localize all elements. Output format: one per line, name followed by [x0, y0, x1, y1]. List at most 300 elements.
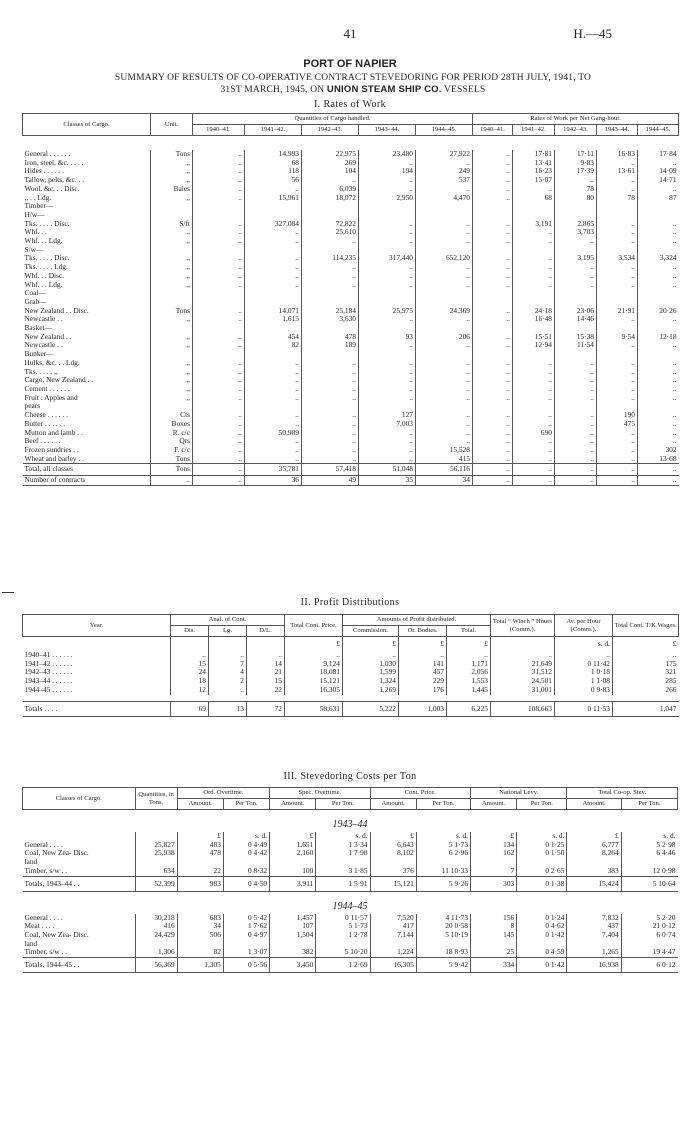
- cell: 6 2·96: [416, 849, 470, 858]
- cell: 690: [513, 429, 555, 438]
- cell: 334: [471, 958, 517, 973]
- cell: [513, 350, 555, 359]
- cell: 17·11: [555, 150, 597, 159]
- cell: [597, 246, 638, 255]
- cell: [416, 298, 473, 307]
- cell: 1,324: [343, 677, 399, 686]
- row-label: 1944–45 . . . . . .: [24, 685, 73, 694]
- cell: Tons: [151, 455, 193, 464]
- cell: 14·71: [638, 176, 679, 185]
- cell: [416, 858, 470, 867]
- cell: 25: [471, 948, 517, 957]
- cell: ..: [193, 446, 245, 455]
- cell: ..: [359, 376, 416, 385]
- cell: ..: [193, 167, 245, 176]
- cell: ..: [193, 368, 245, 377]
- cell: ..: [597, 159, 638, 168]
- cell: 12 0·98: [621, 867, 677, 876]
- cell: 56,369: [135, 958, 177, 973]
- cell: [597, 402, 638, 411]
- table-row: [23, 455, 679, 464]
- cell: ..: [193, 159, 245, 168]
- cell: ,,: [151, 159, 193, 168]
- row-label: Whf. . .: [24, 228, 47, 237]
- cell: 25,610: [302, 228, 359, 237]
- cell: ..: [638, 220, 679, 229]
- table-row: [23, 159, 679, 168]
- cell: 14: [247, 660, 285, 669]
- cell: [473, 402, 513, 411]
- year-heading-1944-45: [23, 891, 678, 914]
- cell: [359, 350, 416, 359]
- cell: 14,993: [245, 150, 302, 159]
- table-row: [23, 394, 679, 403]
- row-label: General . . . .: [24, 913, 63, 922]
- year-label: 1943–44: [332, 819, 368, 830]
- cell: [416, 940, 470, 949]
- cell: 68: [513, 194, 555, 203]
- cell: 0 9·83: [555, 686, 613, 695]
- cell: [151, 324, 193, 333]
- cell: ..: [245, 420, 302, 429]
- cell: ..: [597, 437, 638, 446]
- cell: £: [447, 637, 491, 652]
- cell: [416, 246, 473, 255]
- cell: 229: [399, 677, 447, 686]
- cell: 5 1·73: [416, 841, 470, 850]
- cell: [302, 289, 359, 298]
- spacer-row: [23, 136, 679, 151]
- cell: ..: [193, 228, 245, 237]
- row-label: Bunker—: [24, 350, 54, 359]
- cell: 3,195: [555, 254, 597, 263]
- cell: ..: [555, 411, 597, 420]
- group-spec-overtime: Spec. Overtime.: [270, 788, 370, 799]
- cell: ..: [555, 476, 597, 486]
- cell: ..: [555, 437, 597, 446]
- cell: 1 2·78: [316, 931, 370, 940]
- cell: 6,039: [302, 185, 359, 194]
- cell: ..: [597, 464, 638, 476]
- cell: 1,171: [447, 660, 491, 669]
- table-row: [23, 651, 679, 660]
- cell: S/ft: [151, 220, 193, 229]
- cell: 652,120: [416, 254, 473, 263]
- cell: ..: [193, 333, 245, 342]
- cell: [359, 202, 416, 211]
- cell: [567, 858, 621, 867]
- cell: 3,630: [302, 315, 359, 324]
- cell: ..: [513, 185, 555, 194]
- cell: 6 4·46: [621, 849, 677, 858]
- cell: 22,975: [302, 150, 359, 159]
- row-label: Cement . . . . . .: [24, 384, 70, 393]
- subtitle-line1: SUMMARY OF RESULTS OF CO-OPERATIVE CONTRACT STEVEDORING FOR PERIOD 28TH JULY, 1941, TO: [114, 73, 592, 83]
- cell: Boxes: [151, 420, 193, 429]
- cell: 506: [177, 931, 223, 940]
- cell: 14,071: [245, 307, 302, 316]
- col-classes-of-cargo: Classes of Cargo.: [23, 114, 151, 136]
- cell: 0 2·65: [517, 867, 567, 876]
- cell: 16,305: [285, 686, 343, 695]
- cell: ..: [193, 194, 245, 203]
- cell: ..: [473, 185, 513, 194]
- cell: £: [270, 832, 316, 841]
- cell: [316, 940, 370, 949]
- cell: ..: [359, 341, 416, 350]
- cell: [151, 289, 193, 298]
- cell: ..: [302, 455, 359, 464]
- cell: ..: [555, 455, 597, 464]
- cell: ..: [638, 394, 679, 403]
- row-label: Iron, steel, &c. . . . .: [24, 158, 84, 167]
- table-row: [23, 686, 679, 695]
- cell: 2,950: [359, 194, 416, 203]
- cell: ..: [193, 185, 245, 194]
- cell: 11·54: [555, 341, 597, 350]
- cell: 190: [597, 411, 638, 420]
- cell: [135, 858, 177, 867]
- cell: £: [177, 832, 223, 841]
- cell: ..: [193, 476, 245, 486]
- cell: ..: [597, 176, 638, 185]
- cell: ..: [555, 651, 613, 660]
- cell: [245, 211, 302, 220]
- cell: 1 7·62: [223, 922, 269, 931]
- row-label: Beef . . . . . .: [24, 437, 61, 446]
- cell: ,,: [151, 376, 193, 385]
- cell: 266: [613, 686, 679, 695]
- cell: ..: [359, 315, 416, 324]
- table-row: [23, 333, 679, 342]
- cell: ..: [638, 315, 679, 324]
- table-row: [23, 359, 679, 368]
- cell: 100: [270, 867, 316, 876]
- cell: ..: [359, 228, 416, 237]
- cell: ..: [473, 220, 513, 229]
- cell: 6,225: [447, 701, 491, 716]
- cell: 327,084: [245, 220, 302, 229]
- cell: 12·94: [513, 341, 555, 350]
- cell: 22: [177, 867, 223, 876]
- cell: [416, 211, 473, 220]
- cell: ,,: [151, 272, 193, 281]
- row-label: [23, 832, 136, 841]
- table-row: [23, 324, 679, 333]
- table-row: [23, 368, 679, 377]
- cell: ..: [359, 368, 416, 377]
- cell: ..: [597, 185, 638, 194]
- cell: ..: [555, 429, 597, 438]
- cell: 50,989: [245, 429, 302, 438]
- cell: 175: [613, 660, 679, 669]
- row-label: Coal—: [24, 289, 46, 298]
- cell: [473, 324, 513, 333]
- cell: 2,056: [447, 668, 491, 677]
- cell: ..: [302, 446, 359, 455]
- cell: 36: [245, 476, 302, 486]
- cell: 30,218: [135, 914, 177, 923]
- col-year-header: 1944–45.: [638, 125, 679, 136]
- table-row: [23, 849, 678, 858]
- cell: 3,324: [638, 254, 679, 263]
- cell: [416, 350, 473, 359]
- cell: ..: [416, 341, 473, 350]
- cell: ..: [416, 368, 473, 377]
- cell: ..: [302, 176, 359, 185]
- col-year: Year.: [23, 615, 171, 637]
- row-label: Wool, &c. . . Disc.: [24, 184, 80, 193]
- cell: 16·83: [597, 150, 638, 159]
- cell: ..: [513, 464, 555, 476]
- cell: 21·91: [597, 307, 638, 316]
- cell: ..: [513, 228, 555, 237]
- table-row: [23, 922, 678, 931]
- cell: ..: [359, 394, 416, 403]
- cell: 27,922: [416, 150, 473, 159]
- table-row: [23, 841, 678, 850]
- cell: 11 10·33: [416, 867, 470, 876]
- cell: 15,961: [245, 194, 302, 203]
- cell: [567, 940, 621, 949]
- cell: 5,222: [343, 701, 399, 716]
- cell: 321: [613, 668, 679, 677]
- cell: 1 7·98: [316, 849, 370, 858]
- page-title: PORT OF NAPIER: [303, 58, 397, 70]
- cell: ..: [245, 385, 302, 394]
- cell: 1,615: [245, 315, 302, 324]
- cell: 78: [555, 185, 597, 194]
- col-unit: Unit.: [151, 114, 193, 136]
- cell: 72: [247, 701, 285, 716]
- cell: 4: [209, 668, 247, 677]
- cell: ..: [473, 376, 513, 385]
- cell: 3,534: [597, 254, 638, 263]
- cell: ..: [513, 237, 555, 246]
- table-row: [23, 668, 679, 677]
- table-row: [23, 437, 679, 446]
- cell: £: [471, 832, 517, 841]
- cell: ..: [302, 420, 359, 429]
- cell: 1,224: [370, 948, 416, 957]
- table-row: [23, 246, 679, 255]
- table-row: [23, 150, 679, 159]
- cell: ..: [343, 651, 399, 660]
- table-row: [23, 176, 679, 185]
- cell: ..: [193, 437, 245, 446]
- cell: [621, 940, 677, 949]
- row-label: Hides . . . . . .: [24, 167, 64, 176]
- cell: ..: [555, 394, 597, 403]
- cell: ,,: [151, 237, 193, 246]
- cell: [193, 350, 245, 359]
- cell: 1 1·08: [555, 677, 613, 686]
- cell: [555, 402, 597, 411]
- cell: 56,116: [416, 464, 473, 476]
- cell: ..: [193, 254, 245, 263]
- cell: [513, 289, 555, 298]
- col-year-header: 1941–42.: [513, 125, 555, 136]
- cell: [513, 246, 555, 255]
- cell: s. d.: [555, 637, 613, 652]
- row-label: H/w—: [24, 210, 45, 219]
- cell: 82: [245, 341, 302, 350]
- table-row: [23, 376, 679, 385]
- cell: 24,501: [491, 677, 555, 686]
- cell: ,,: [151, 368, 193, 377]
- cell: 72,822: [302, 220, 359, 229]
- cell: [555, 289, 597, 298]
- cell: 983: [177, 876, 223, 891]
- cell: ..: [513, 446, 555, 455]
- cell: ..: [473, 167, 513, 176]
- cell: [245, 324, 302, 333]
- cell: ..: [513, 437, 555, 446]
- cell: [473, 246, 513, 255]
- cell: ..: [359, 446, 416, 455]
- row-label: land: [24, 939, 38, 948]
- cell: ..: [302, 368, 359, 377]
- table-row: [23, 185, 679, 194]
- cell: 58,631: [285, 701, 343, 716]
- cell: Tons: [151, 307, 193, 316]
- cell: [359, 246, 416, 255]
- cell: [177, 940, 223, 949]
- table-row: [23, 867, 678, 876]
- cell: ..: [359, 237, 416, 246]
- cell: 317,440: [359, 254, 416, 263]
- cell: ..: [513, 476, 555, 486]
- col-or-bodies: Or. Bodies.: [399, 626, 447, 637]
- col-total-cont-price: Total Cont. Price.: [285, 615, 343, 637]
- cell: 2,160: [270, 849, 316, 858]
- cell: ,,: [151, 167, 193, 176]
- row-label: Newcastle . .: [24, 341, 63, 350]
- cell: ..: [416, 228, 473, 237]
- cell: [151, 211, 193, 220]
- cell: ..: [555, 368, 597, 377]
- cell: ..: [359, 385, 416, 394]
- cell: [245, 402, 302, 411]
- cell: [193, 402, 245, 411]
- cell: [193, 211, 245, 220]
- cell: ..: [473, 420, 513, 429]
- cell: [359, 298, 416, 307]
- cell: ..: [416, 420, 473, 429]
- cell: ..: [416, 272, 473, 281]
- col-classes-of-cargo: Classes of Cargo.: [23, 788, 136, 810]
- table-row: [23, 298, 679, 307]
- cell: ..: [555, 237, 597, 246]
- cell: [638, 298, 679, 307]
- table-row: [23, 228, 679, 237]
- table-row: [23, 315, 679, 324]
- cell: ..: [193, 455, 245, 464]
- cell: [638, 350, 679, 359]
- col-tk-wages: Total Cont. T/K Wages.: [613, 615, 679, 637]
- cell: ..: [597, 368, 638, 377]
- cell: 15·51: [513, 333, 555, 342]
- col-year-header: 1941–42.: [245, 125, 302, 136]
- col-commission: Commission.: [343, 626, 399, 637]
- cell: ..: [416, 185, 473, 194]
- cell: [471, 940, 517, 949]
- row-label: 1940–41 . . . . . .: [24, 651, 73, 659]
- cell: ..: [513, 368, 555, 377]
- col-per-ton: Per Ton.: [316, 799, 370, 810]
- cell: ..: [416, 385, 473, 394]
- cell: 1,457: [270, 914, 316, 923]
- cell: 417: [370, 922, 416, 931]
- cell: 5 10·64: [621, 876, 677, 891]
- row-label: Total, all classes: [23, 464, 151, 476]
- cell: ..: [171, 651, 209, 660]
- cell: ..: [638, 429, 679, 438]
- cell: [359, 211, 416, 220]
- cell: £: [285, 637, 343, 652]
- cell: ..: [193, 411, 245, 420]
- cell: 78: [597, 194, 638, 203]
- col-per-ton: Per Ton.: [416, 799, 470, 810]
- cell: 475: [597, 420, 638, 429]
- cell: ..: [416, 359, 473, 368]
- cell: 114,235: [302, 254, 359, 263]
- cell: [555, 202, 597, 211]
- cell: 1 3·34: [316, 841, 370, 850]
- cell: 1,599: [343, 668, 399, 677]
- col-amount: Amount.: [270, 799, 316, 810]
- cell: Bales: [151, 185, 193, 194]
- cell: ..: [597, 394, 638, 403]
- cell: ..: [473, 281, 513, 290]
- cell: 3,703: [555, 228, 597, 237]
- cell: [638, 211, 679, 220]
- cell: [316, 858, 370, 867]
- cell: ..: [416, 315, 473, 324]
- cell: ..: [245, 185, 302, 194]
- year-heading-1943-44: [23, 810, 678, 833]
- cell: [638, 402, 679, 411]
- cell: [359, 324, 416, 333]
- cell: ..: [193, 272, 245, 281]
- cell: 25,184: [302, 307, 359, 316]
- cell: ..: [638, 376, 679, 385]
- cell: ..: [193, 263, 245, 272]
- cell: ..: [473, 254, 513, 263]
- cell: ..: [245, 376, 302, 385]
- cell: [193, 202, 245, 211]
- cell: ..: [473, 150, 513, 159]
- section1-heading: I. Rates of Work: [313, 99, 387, 110]
- rates-of-work-table: [22, 113, 679, 486]
- cell: 683: [177, 914, 223, 923]
- cell: 285: [613, 677, 679, 686]
- cell: 69: [171, 701, 209, 716]
- cell: 24,369: [416, 307, 473, 316]
- cell: 13·41: [513, 159, 555, 168]
- cell: 4 11·73: [416, 914, 470, 923]
- cell: 454: [245, 333, 302, 342]
- col-dl: D/L.: [247, 626, 285, 637]
- cell: ..: [555, 385, 597, 394]
- cell: 34: [416, 476, 473, 486]
- row-label: Whf. . . Ldg.: [24, 280, 63, 289]
- cell: 1,030: [343, 660, 399, 669]
- cell: 206: [416, 333, 473, 342]
- group-cont-price: Cont. Price.: [370, 788, 470, 799]
- cell: 1,003: [399, 701, 447, 716]
- cell: ..: [638, 437, 679, 446]
